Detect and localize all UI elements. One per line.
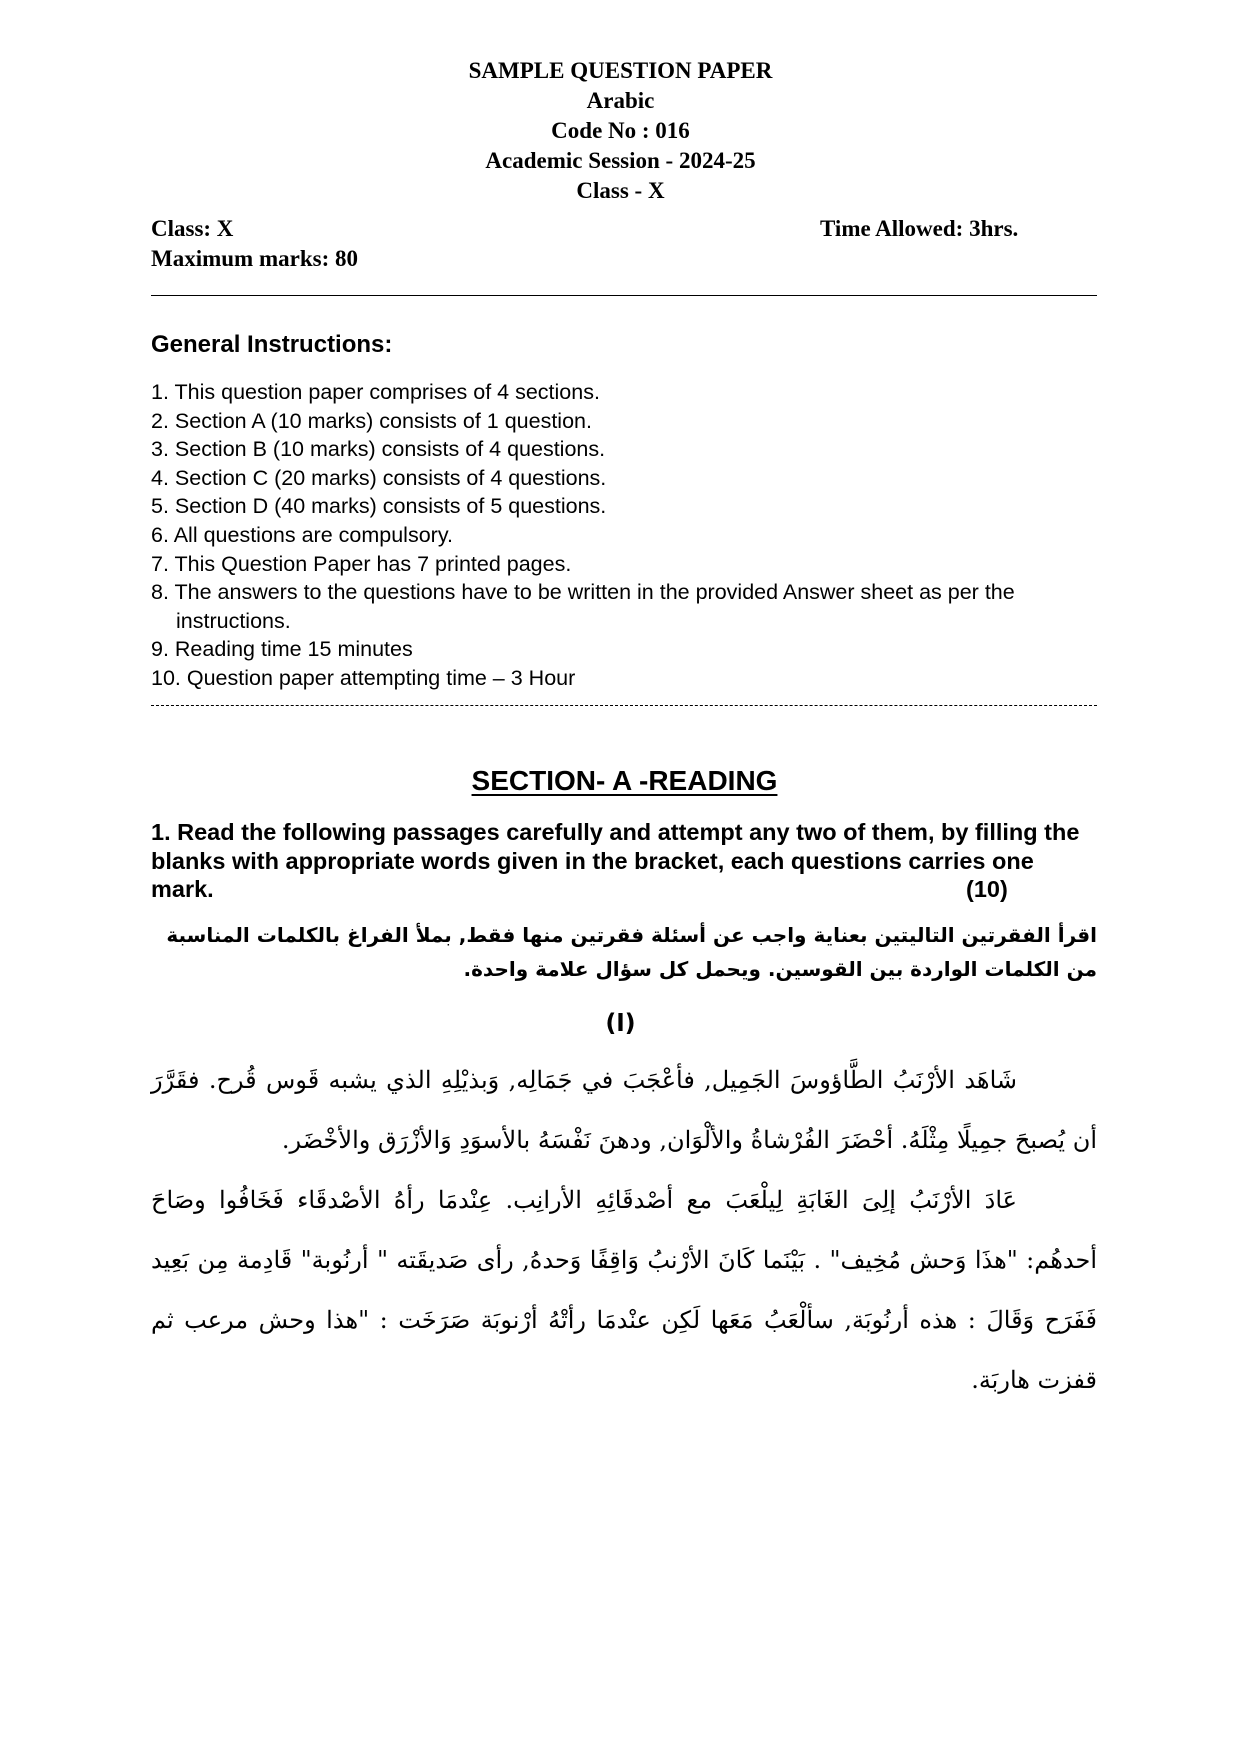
- passage-paragraph: عَادَ الأرْنَبُ إلِىَ الغَابَةِ لِيلْعَبَ مع أصْدقَائِهِ الأرانِب. عِنْدمَا رأهُ الأصْدقَاء فَخَافُوا وصَاحَ أحدهُم: "هذَا وَحش مُخِيف" . بَيْنَما كَانَ الأرْنبُ وَاقِفًا وَحدهُ, رأى صَديقَته " أرنُوبة" قَادِمة مِن بَعِيد فَفَرَح وَقَالَ : هذه أرنُوبَة, سألْعَبُ مَعَها لَكِن عنْدمَا رأتْهُ أرْنوبَة صَرَخَت : "هذا وحش مرعب ثم قفزت هاربَة.: [151, 1186, 1097, 1394]
- instruction-item: 4. Section C (20 marks) consists of 4 questions.: [151, 465, 607, 490]
- instructions-list: [151, 378, 1101, 693]
- instruction-item: 10. Question paper attempting time – 3 Hour: [151, 665, 576, 690]
- question-1-text: 1. Read the following passages carefully and attempt any two of them, by filling the blanks with appropriate words given in the bracket, each questions carries one mark.: [151, 819, 1080, 902]
- subject-code: Code No : 016: [551, 118, 690, 143]
- arabic-instruction: اقرأ الفقرتين التاليتين بعناية واجب عن أسئلة فقرتين منها فقط, بملأ الفراغ بالكلمات المناسبة من الكلمات الواردة بين القوسين. ويحمل كل سؤال علامة واحدة.: [166, 923, 1097, 981]
- instruction-item: 9. Reading time 15 minutes: [151, 637, 413, 662]
- arabic-passage: [151, 1050, 1097, 1410]
- paper-meta-left: [151, 214, 358, 274]
- instruction-item: 7. This Question Paper has 7 printed pages.: [151, 551, 572, 576]
- question-1-marks: (10): [966, 876, 1008, 902]
- class-label: Class: X: [151, 216, 234, 241]
- class-line: Class - X: [576, 178, 665, 203]
- section-a-title: [0, 764, 1241, 798]
- time-allowed-label: Time Allowed: 3hrs.: [820, 216, 1019, 241]
- instruction-item: 5. Section D (40 marks) consists of 5 questions.: [151, 494, 607, 519]
- instructions-divider: [151, 705, 1097, 706]
- max-marks-label: Maximum marks: 80: [151, 246, 358, 271]
- instruction-item: 3. Section B (10 marks) consists of 4 questions.: [151, 437, 606, 462]
- header-divider: [151, 295, 1097, 296]
- instructions-heading: General Instructions:: [151, 331, 393, 358]
- paper-header: [0, 56, 1241, 206]
- paper-title: SAMPLE QUESTION PAPER: [468, 58, 773, 83]
- section-a-title-text: SECTION- A -READING: [471, 765, 778, 796]
- subject-name: Arabic: [586, 88, 655, 113]
- passage-paragraph: شَاهَد الأرْنَبُ الطَّاؤوسَ الجَمِيل, فأعْجَبَ في جَمَالِه, وَبذيْلِهِ الذي يشبه قَوس قُرح. فقَرَّرَ أن يُصبحَ جمِيلًا مِثْلَهُ. أحْضَرَ الفُرْشاةُ والألْوَان, ودهنَ نَفْسَهُ بالأسوَدِ وَالأزْرَق والأخْضَر.: [151, 1066, 1097, 1154]
- instruction-item: 8. The answers to the questions have to be written in the provided Answer sheet as per the instructions.: [151, 580, 1015, 633]
- passage-label: (ا): [605, 1009, 636, 1037]
- academic-session: Academic Session - 2024-25: [485, 148, 756, 173]
- instruction-item: 2. Section A (10 marks) consists of 1 question.: [151, 408, 592, 433]
- instruction-item: 6. All questions are compulsory.: [151, 522, 453, 547]
- instruction-item: 1. This question paper comprises of 4 sections.: [151, 380, 600, 404]
